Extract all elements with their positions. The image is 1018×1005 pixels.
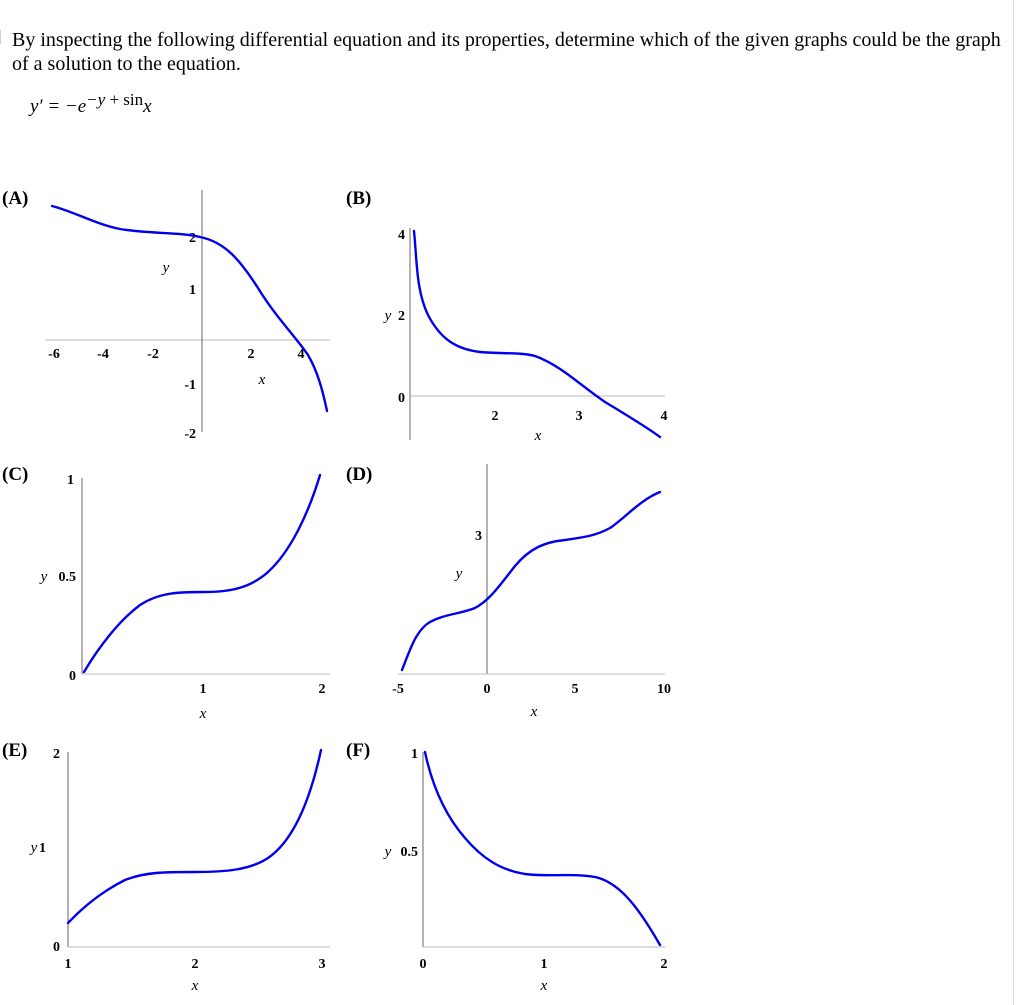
graph-b-xtick-1: 2	[491, 409, 499, 424]
graph-d-y-label: y	[455, 566, 463, 582]
graph-a-xtick-4: 2	[247, 347, 255, 362]
question-text: By inspecting the following differential equation and its properties, determine which of the given graphs could be the graph of a solution to the equation.	[12, 29, 1001, 75]
panel-label-f: (F)	[346, 740, 371, 761]
graph-f-y-label: y	[384, 844, 392, 860]
graph-b-xtick-2: 3	[575, 409, 583, 424]
graph-a-xtick-1: -6	[48, 347, 60, 362]
graph-d-xtick-4: 10	[657, 682, 671, 697]
graph-b-y-label: y	[384, 308, 392, 324]
graph-d-x-label: x	[530, 704, 538, 720]
graph-e-xtick-1: 1	[64, 957, 72, 972]
graph-e-ytick-1: 2	[53, 747, 60, 762]
equation-exponent-rest: + sin	[105, 90, 144, 109]
graph-f-x-label: x	[540, 978, 548, 994]
panel-label-b: (B)	[346, 188, 372, 209]
graph-e-y-label: y	[30, 840, 38, 856]
graph-e-ytick-2: 1	[39, 841, 46, 856]
panel-label-d: (D)	[346, 464, 373, 485]
graph-a-y-label: y	[162, 260, 170, 276]
graph-a-x-label: x	[258, 372, 266, 388]
graph-c-ytick-2: 0.5	[58, 570, 76, 585]
graph-f-xtick-2: 1	[540, 957, 548, 972]
graph-a-ytick-1: 2	[189, 231, 196, 246]
graph-f-xtick-1: 0	[419, 957, 427, 972]
graph-a-xtick-2: -4	[97, 347, 109, 362]
equation-lhs: y′ = −e	[30, 96, 87, 117]
graph-e-x-label: x	[191, 978, 199, 994]
graph-c-xtick-2: 2	[318, 682, 326, 697]
graph-c-ytick-1: 1	[67, 473, 74, 488]
graph-c-xtick-1: 1	[199, 682, 207, 697]
graph-f-ytick-2: 0.5	[400, 845, 418, 860]
graph-d-ytick-1: 3	[475, 529, 482, 544]
graph-f-curve	[425, 752, 660, 945]
graph-a-ytick-2: 1	[189, 283, 196, 298]
graph-b-ytick-3: 0	[398, 391, 405, 406]
equation-trailing-var: x	[143, 96, 152, 117]
graph-e-xtick-3: 3	[318, 957, 326, 972]
panel-label-a: (A)	[2, 188, 29, 209]
equation-exponent-var: −y	[86, 90, 106, 109]
panel-label-e: (E)	[2, 740, 28, 761]
graph-b-x-label: x	[534, 428, 542, 444]
graph-b-xtick-3: 4	[660, 409, 668, 424]
right-margin-rule	[1013, 0, 1014, 1005]
panel-label-c: (C)	[2, 464, 29, 485]
graph-d-xtick-3: 5	[571, 682, 579, 697]
graph-e-ytick-0: 0	[53, 940, 60, 955]
graph-d-xtick-1: -5	[392, 682, 404, 697]
graph-d-xtick-2: 0	[483, 682, 491, 697]
graph-f-xtick-3: 2	[660, 957, 668, 972]
graph-b-ytick-1: 4	[398, 228, 405, 243]
graph-c-y-label: y	[40, 569, 48, 585]
graph-e-xtick-2: 2	[191, 957, 199, 972]
graph-c-ytick-3: 0	[69, 669, 76, 684]
graph-a-xtick-3: -2	[147, 347, 159, 362]
graph-c-x-label: x	[199, 706, 207, 722]
graph-a-ytick-3: -1	[184, 378, 196, 393]
graph-f-ytick-1: 1	[411, 747, 418, 762]
graph-a-ytick-4: -2	[184, 427, 196, 442]
graph-b-ytick-2: 2	[398, 309, 405, 324]
graph-a-xtick-5: 4	[297, 347, 305, 362]
